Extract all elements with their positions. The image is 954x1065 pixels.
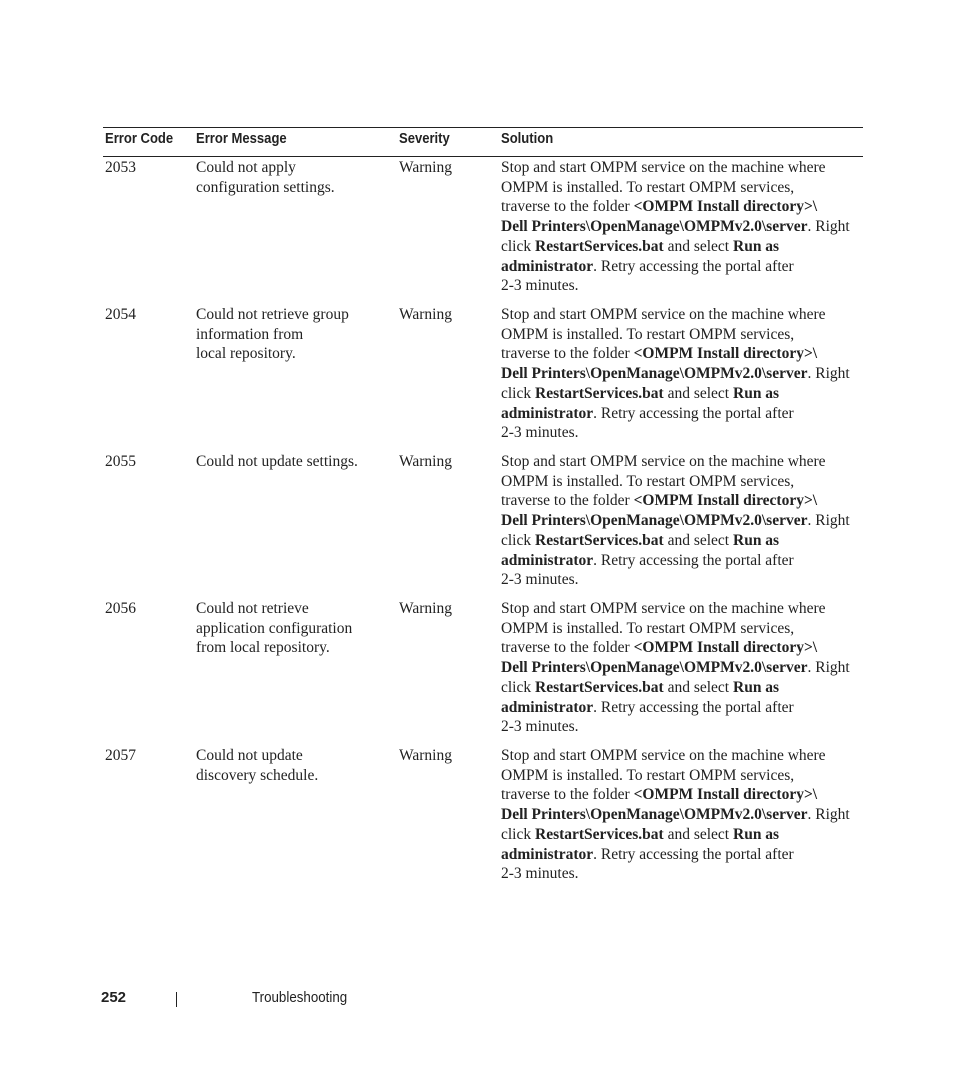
solution-emphasis: Dell Printers\OpenManage\OMPMv2.0\server <box>501 659 808 677</box>
error-message-cell <box>196 599 396 658</box>
solution-emphasis: administrator <box>501 257 594 275</box>
solution-text: . Retry accessing the portal after <box>593 845 794 863</box>
solution-emphasis: Run as <box>733 384 780 402</box>
solution-text: traverse to the folder <box>501 786 634 804</box>
solution-line <box>501 344 865 364</box>
solution-emphasis: administrator <box>501 404 594 422</box>
solution-cell <box>501 452 865 590</box>
table-header-rule <box>103 156 863 157</box>
solution-emphasis: <OMPM Install directory>\ <box>633 786 818 804</box>
solution-line <box>501 570 865 590</box>
severity-cell: Warning <box>399 306 452 323</box>
solution-cell <box>501 158 865 296</box>
solution-text: . Retry accessing the portal after <box>593 257 794 275</box>
solution-emphasis: Run as <box>733 678 780 696</box>
error-message-line: Could not update settings. <box>196 453 358 470</box>
solution-text: . Retry accessing the portal after <box>593 551 794 569</box>
solution-line <box>501 717 865 737</box>
table-header-row <box>103 128 863 156</box>
solution-cell <box>501 746 865 884</box>
header-error-code: Error Code <box>105 131 174 147</box>
solution-line <box>501 599 865 619</box>
solution-text: . Right <box>807 218 850 236</box>
solution-line <box>501 805 865 825</box>
solution-text: . Retry accessing the portal after <box>593 698 794 716</box>
solution-text: and select <box>663 531 733 549</box>
solution-emphasis: Dell Printers\OpenManage\OMPMv2.0\server <box>501 365 808 383</box>
header-error-message: Error Message <box>196 131 287 147</box>
solution-text: Stop and start OMPM service on the machine where <box>501 453 826 470</box>
solution-line <box>501 766 865 786</box>
header-severity: Severity <box>399 131 450 147</box>
solution-emphasis: Run as <box>733 531 780 549</box>
solution-text: . Retry accessing the portal after <box>593 404 794 422</box>
solution-emphasis: administrator <box>501 845 594 863</box>
solution-emphasis: RestartServices.bat <box>535 237 664 255</box>
error-message-cell <box>196 158 396 197</box>
solution-text: OMPM is installed. To restart OMPM services, <box>501 472 795 490</box>
solution-line <box>501 658 865 678</box>
solution-line <box>501 845 865 865</box>
error-message-line: Could not retrieve group <box>196 306 349 323</box>
solution-text: 2-3 minutes. <box>501 571 579 589</box>
solution-line <box>501 678 865 698</box>
solution-emphasis: <OMPM Install directory>\ <box>633 198 818 216</box>
solution-emphasis: Run as <box>733 237 780 255</box>
solution-text: 2-3 minutes. <box>501 277 579 295</box>
error-message-line: local repository. <box>196 345 296 363</box>
solution-text: Stop and start OMPM service on the machine where <box>501 306 826 323</box>
solution-line <box>501 825 865 845</box>
solution-text: 2-3 minutes. <box>501 718 579 736</box>
solution-line <box>501 276 865 296</box>
solution-text: . Right <box>807 512 850 530</box>
solution-text: 2-3 minutes. <box>501 865 579 883</box>
error-code-cell: 2057 <box>105 747 136 764</box>
solution-line <box>501 864 865 884</box>
solution-emphasis: Dell Printers\OpenManage\OMPMv2.0\server <box>501 218 808 236</box>
error-message-line: information from <box>196 325 304 343</box>
error-message-line: Could not update <box>196 747 303 764</box>
solution-line <box>501 551 865 571</box>
solution-emphasis: administrator <box>501 551 594 569</box>
solution-line <box>501 237 865 257</box>
solution-text: OMPM is installed. To restart OMPM services, <box>501 766 795 784</box>
solution-text: and select <box>663 825 733 843</box>
error-message-line: discovery schedule. <box>196 766 319 784</box>
header-solution: Solution <box>501 131 554 147</box>
solution-text: 2-3 minutes. <box>501 424 579 442</box>
solution-text: and select <box>663 678 733 696</box>
solution-text: OMPM is installed. To restart OMPM services, <box>501 178 795 196</box>
solution-text: traverse to the folder <box>501 345 634 363</box>
error-message-cell <box>196 746 396 785</box>
error-code-table <box>103 127 863 883</box>
solution-text: traverse to the folder <box>501 492 634 510</box>
solution-text: click <box>501 531 535 549</box>
solution-line <box>501 423 865 443</box>
solution-text: OMPM is installed. To restart OMPM services, <box>501 619 795 637</box>
solution-emphasis: Run as <box>733 825 780 843</box>
solution-text: Stop and start OMPM service on the machine where <box>501 600 826 617</box>
severity-cell: Warning <box>399 747 452 764</box>
solution-line <box>501 257 865 277</box>
page-footer <box>0 988 954 1012</box>
solution-text: click <box>501 678 535 696</box>
solution-text: . Right <box>807 806 850 824</box>
error-code-cell: 2053 <box>105 159 136 176</box>
solution-emphasis: <OMPM Install directory>\ <box>633 492 818 510</box>
solution-text: click <box>501 384 535 402</box>
error-message-cell <box>196 452 396 472</box>
solution-line <box>501 404 865 424</box>
error-code-cell: 2055 <box>105 453 136 470</box>
solution-emphasis: administrator <box>501 698 594 716</box>
solution-text: . Right <box>807 365 850 383</box>
solution-line <box>501 217 865 237</box>
solution-emphasis: Dell Printers\OpenManage\OMPMv2.0\server <box>501 806 808 824</box>
solution-text: and select <box>663 237 733 255</box>
solution-line <box>501 384 865 404</box>
solution-emphasis: RestartServices.bat <box>535 678 664 696</box>
solution-emphasis: Dell Printers\OpenManage\OMPMv2.0\server <box>501 512 808 530</box>
solution-text: . Right <box>807 659 850 677</box>
solution-emphasis: <OMPM Install directory>\ <box>633 639 818 657</box>
error-message-line: application configuration <box>196 619 353 637</box>
page-number: 252 <box>101 989 127 1006</box>
solution-line <box>501 305 865 325</box>
solution-text: traverse to the folder <box>501 639 634 657</box>
solution-text: click <box>501 237 535 255</box>
section-title: Troubleshooting <box>252 990 348 1006</box>
solution-line <box>501 619 865 639</box>
solution-cell <box>501 599 865 737</box>
solution-line <box>501 746 865 766</box>
solution-line <box>501 472 865 492</box>
solution-text: click <box>501 825 535 843</box>
error-message-cell <box>196 305 396 364</box>
error-message-line: Could not apply <box>196 159 296 176</box>
severity-cell: Warning <box>399 453 452 470</box>
solution-emphasis: <OMPM Install directory>\ <box>633 345 818 363</box>
severity-cell: Warning <box>399 159 452 176</box>
solution-text: OMPM is installed. To restart OMPM services, <box>501 325 795 343</box>
solution-emphasis: RestartServices.bat <box>535 531 664 549</box>
solution-cell <box>501 305 865 443</box>
solution-emphasis: RestartServices.bat <box>535 825 664 843</box>
footer-separator <box>176 992 177 1007</box>
solution-line <box>501 698 865 718</box>
solution-line <box>501 325 865 345</box>
error-message-line: configuration settings. <box>196 178 335 196</box>
error-message-line: from local repository. <box>196 639 330 657</box>
solution-line <box>501 785 865 805</box>
solution-text: Stop and start OMPM service on the machine where <box>501 159 826 176</box>
solution-line <box>501 197 865 217</box>
severity-cell: Warning <box>399 600 452 617</box>
solution-line <box>501 511 865 531</box>
solution-line <box>501 638 865 658</box>
solution-text: and select <box>663 384 733 402</box>
solution-text: Stop and start OMPM service on the machine where <box>501 747 826 764</box>
error-code-cell: 2056 <box>105 600 136 617</box>
error-code-cell: 2054 <box>105 306 136 323</box>
solution-line <box>501 178 865 198</box>
solution-line <box>501 531 865 551</box>
solution-emphasis: RestartServices.bat <box>535 384 664 402</box>
solution-text: traverse to the folder <box>501 198 634 216</box>
solution-line <box>501 158 865 178</box>
solution-line <box>501 364 865 384</box>
solution-line <box>501 491 865 511</box>
solution-line <box>501 452 865 472</box>
error-message-line: Could not retrieve <box>196 600 309 617</box>
